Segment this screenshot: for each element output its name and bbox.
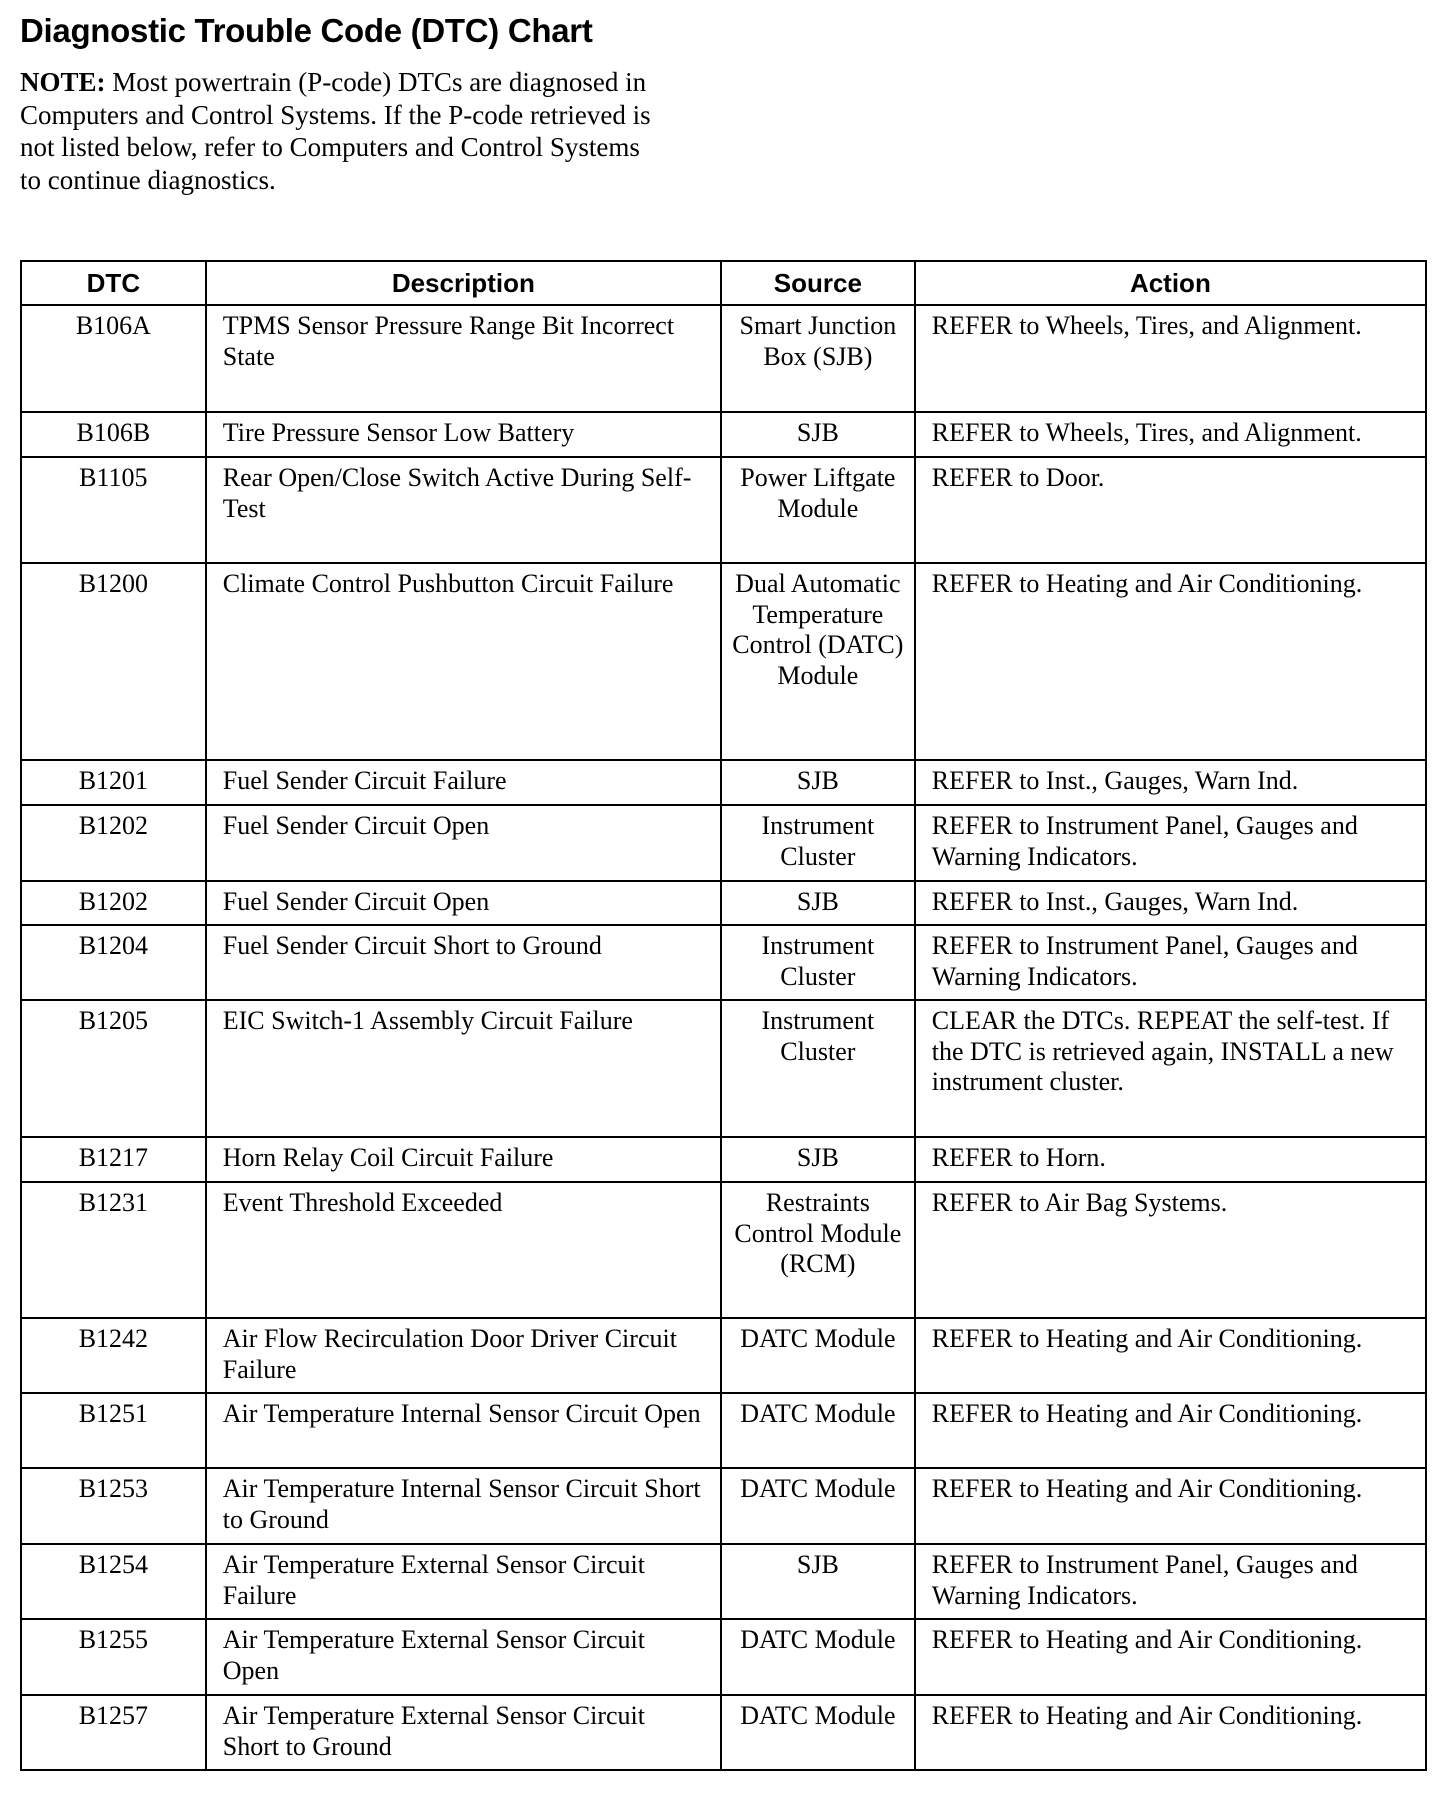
description-cell: Rear Open/Close Switch Active During Self-Test <box>206 457 721 563</box>
table-row <box>21 412 1426 457</box>
action-cell: REFER to Instrument Panel, Gauges and Warning Indicators. <box>915 1544 1426 1619</box>
table-row <box>21 1182 1426 1318</box>
dtc-cell: B1200 <box>21 563 206 760</box>
source-cell: SJB <box>721 412 915 457</box>
table-row <box>21 305 1426 412</box>
header-dtc: DTC <box>21 261 206 305</box>
source-cell: DATC Module <box>721 1695 915 1770</box>
dtc-cell: B1255 <box>21 1619 206 1695</box>
action-cell: REFER to Heating and Air Conditioning. <box>915 1393 1426 1468</box>
action-cell: REFER to Air Bag Systems. <box>915 1182 1426 1318</box>
dtc-cell: B1253 <box>21 1468 206 1544</box>
source-cell: Instrument Cluster <box>721 805 915 881</box>
source-cell: Smart Junction Box (SJB) <box>721 305 915 412</box>
table-header-row <box>21 261 1426 305</box>
source-cell: SJB <box>721 1544 915 1619</box>
table-row <box>21 1544 1426 1619</box>
source-cell: Restraints Control Module (RCM) <box>721 1182 915 1318</box>
source-cell: Instrument Cluster <box>721 1000 915 1137</box>
action-cell: CLEAR the DTCs. REPEAT the self-test. If the DTC is retrieved again, INSTALL a new instrument cluster. <box>915 1000 1426 1137</box>
action-cell: REFER to Heating and Air Conditioning. <box>915 1318 1426 1393</box>
action-cell: REFER to Heating and Air Conditioning. <box>915 1468 1426 1544</box>
action-cell: REFER to Wheels, Tires, and Alignment. <box>915 305 1426 412</box>
source-cell: Dual Automatic Temperature Control (DATC) Module <box>721 563 915 760</box>
dtc-cell: B106B <box>21 412 206 457</box>
source-cell: DATC Module <box>721 1468 915 1544</box>
description-cell: Fuel Sender Circuit Open <box>206 805 721 881</box>
description-cell: Fuel Sender Circuit Failure <box>206 760 721 805</box>
note-paragraph <box>20 66 660 196</box>
table-row <box>21 1393 1426 1468</box>
page-title: Diagnostic Trouble Code (DTC) Chart <box>20 12 593 49</box>
dtc-cell: B1201 <box>21 760 206 805</box>
note-text: Most powertrain (P-code) DTCs are diagnosed in Computers and Control Systems. If the P-code retrieved is not listed below, refer to Computers and Control Systems to continue diagnostics. <box>20 67 651 195</box>
table-row <box>21 457 1426 563</box>
dtc-cell: B106A <box>21 305 206 412</box>
description-cell: TPMS Sensor Pressure Range Bit Incorrect State <box>206 305 721 412</box>
dtc-cell: B1202 <box>21 805 206 881</box>
description-cell: EIC Switch-1 Assembly Circuit Failure <box>206 1000 721 1137</box>
header-source: Source <box>721 261 915 305</box>
description-cell: Air Temperature Internal Sensor Circuit Open <box>206 1393 721 1468</box>
action-cell: REFER to Inst., Gauges, Warn Ind. <box>915 881 1426 925</box>
table-row <box>21 1695 1426 1770</box>
action-cell: REFER to Instrument Panel, Gauges and Warning Indicators. <box>915 805 1426 881</box>
description-cell: Climate Control Pushbutton Circuit Failure <box>206 563 721 760</box>
table-row <box>21 563 1426 760</box>
action-cell: REFER to Door. <box>915 457 1426 563</box>
source-cell: Instrument Cluster <box>721 925 915 1000</box>
dtc-table <box>20 260 1427 1771</box>
table-row <box>21 1318 1426 1393</box>
table-row <box>21 1619 1426 1695</box>
dtc-cell: B1217 <box>21 1137 206 1182</box>
note-label: NOTE: <box>20 67 106 97</box>
description-cell: Tire Pressure Sensor Low Battery <box>206 412 721 457</box>
dtc-cell: B1242 <box>21 1318 206 1393</box>
description-cell: Air Temperature External Sensor Circuit Failure <box>206 1544 721 1619</box>
dtc-cell: B1105 <box>21 457 206 563</box>
description-cell: Air Flow Recirculation Door Driver Circuit Failure <box>206 1318 721 1393</box>
action-cell: REFER to Instrument Panel, Gauges and Warning Indicators. <box>915 925 1426 1000</box>
table-row <box>21 1137 1426 1182</box>
source-cell: DATC Module <box>721 1318 915 1393</box>
description-cell: Fuel Sender Circuit Short to Ground <box>206 925 721 1000</box>
source-cell: DATC Module <box>721 1619 915 1695</box>
action-cell: REFER to Inst., Gauges, Warn Ind. <box>915 760 1426 805</box>
description-cell: Horn Relay Coil Circuit Failure <box>206 1137 721 1182</box>
header-description: Description <box>206 261 721 305</box>
action-cell: REFER to Heating and Air Conditioning. <box>915 1695 1426 1770</box>
header-action: Action <box>915 261 1426 305</box>
source-cell: SJB <box>721 1137 915 1182</box>
dtc-cell: B1254 <box>21 1544 206 1619</box>
action-cell: REFER to Heating and Air Conditioning. <box>915 1619 1426 1695</box>
table-row <box>21 925 1426 1000</box>
source-cell: DATC Module <box>721 1393 915 1468</box>
source-cell: SJB <box>721 760 915 805</box>
description-cell: Event Threshold Exceeded <box>206 1182 721 1318</box>
source-cell: SJB <box>721 881 915 925</box>
table-row <box>21 881 1426 925</box>
table-row <box>21 1468 1426 1544</box>
dtc-cell: B1204 <box>21 925 206 1000</box>
description-cell: Air Temperature External Sensor Circuit Open <box>206 1619 721 1695</box>
table-row <box>21 1000 1426 1137</box>
source-cell: Power Liftgate Module <box>721 457 915 563</box>
table-row <box>21 805 1426 881</box>
dtc-cell: B1231 <box>21 1182 206 1318</box>
action-cell: REFER to Heating and Air Conditioning. <box>915 563 1426 760</box>
description-cell: Fuel Sender Circuit Open <box>206 881 721 925</box>
description-cell: Air Temperature Internal Sensor Circuit Short to Ground <box>206 1468 721 1544</box>
dtc-cell: B1251 <box>21 1393 206 1468</box>
action-cell: REFER to Horn. <box>915 1137 1426 1182</box>
description-cell: Air Temperature External Sensor Circuit Short to Ground <box>206 1695 721 1770</box>
dtc-cell: B1205 <box>21 1000 206 1137</box>
action-cell: REFER to Wheels, Tires, and Alignment. <box>915 412 1426 457</box>
dtc-cell: B1202 <box>21 881 206 925</box>
table-row <box>21 760 1426 805</box>
dtc-cell: B1257 <box>21 1695 206 1770</box>
